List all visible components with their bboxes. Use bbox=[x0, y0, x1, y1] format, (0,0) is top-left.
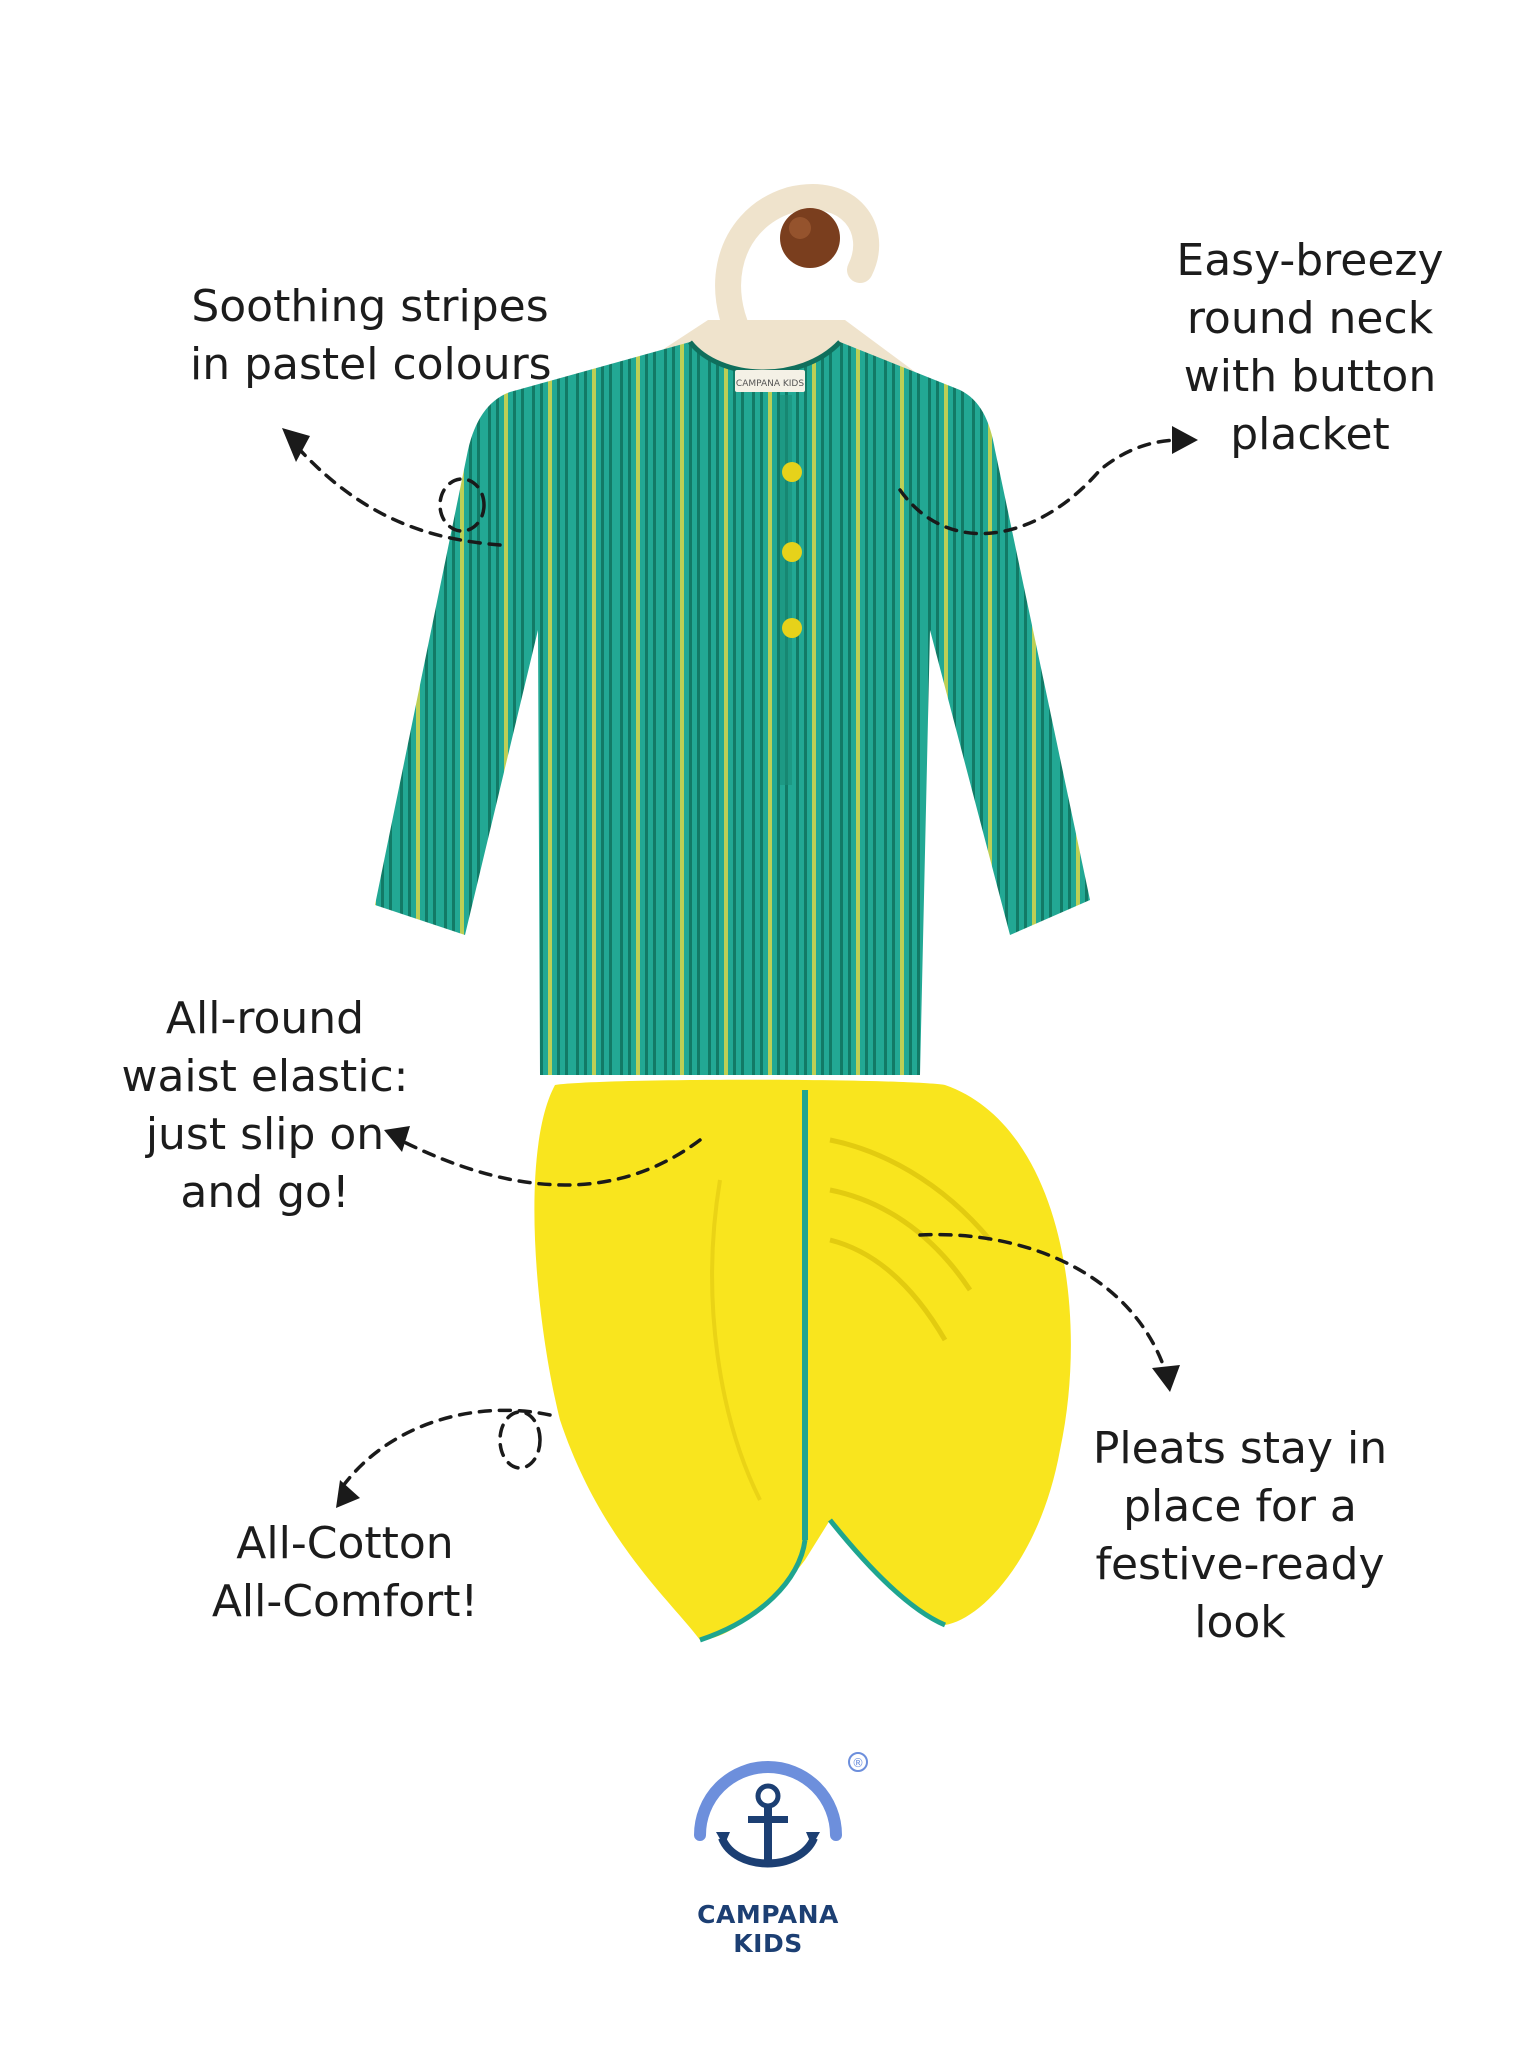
callout-line: Soothing stripes bbox=[191, 281, 549, 332]
callout-line: All-Cotton bbox=[236, 1518, 454, 1569]
callout-line: placket bbox=[1230, 409, 1390, 460]
callout-line: in pastel colours bbox=[190, 339, 552, 390]
arrow-cotton bbox=[340, 1410, 550, 1490]
callout-neck bbox=[1160, 232, 1460, 464]
kurta bbox=[375, 342, 1090, 1075]
callout-cotton bbox=[190, 1515, 500, 1631]
callout-line: with button bbox=[1183, 351, 1437, 402]
campana-kids-logo bbox=[700, 1753, 867, 1864]
hanger-knob bbox=[780, 208, 840, 268]
loop-cotton bbox=[500, 1412, 540, 1468]
callout-line: just slip on bbox=[145, 1109, 385, 1160]
callout-pleats bbox=[1080, 1420, 1400, 1652]
dhoti bbox=[534, 1080, 1070, 1640]
kurta-button bbox=[782, 618, 802, 638]
callout-line: Pleats stay in bbox=[1092, 1423, 1388, 1474]
callout-stripes bbox=[190, 278, 550, 394]
brand-name: CAMPANA KIDS bbox=[697, 1900, 839, 1958]
kurta-label-text: CAMPANA KIDS bbox=[735, 379, 805, 389]
kurta-button bbox=[782, 542, 802, 562]
callout-line: round neck bbox=[1186, 293, 1434, 344]
callout-line: look bbox=[1194, 1597, 1286, 1648]
arrowhead-pleats bbox=[1152, 1365, 1180, 1392]
callout-line: Easy-breezy bbox=[1176, 235, 1444, 286]
callout-line: All-Comfort! bbox=[211, 1576, 479, 1627]
arrowhead-cotton bbox=[336, 1480, 360, 1508]
callout-line: and go! bbox=[180, 1167, 350, 1218]
callout-line: All-round bbox=[165, 993, 365, 1044]
callout-line: place for a bbox=[1123, 1481, 1357, 1532]
kurta-button bbox=[782, 462, 802, 482]
callout-line: waist elastic: bbox=[121, 1051, 409, 1102]
callout-line: festive-ready bbox=[1095, 1539, 1385, 1590]
registered-mark: ® bbox=[852, 1756, 864, 1770]
callout-elastic bbox=[115, 990, 415, 1222]
